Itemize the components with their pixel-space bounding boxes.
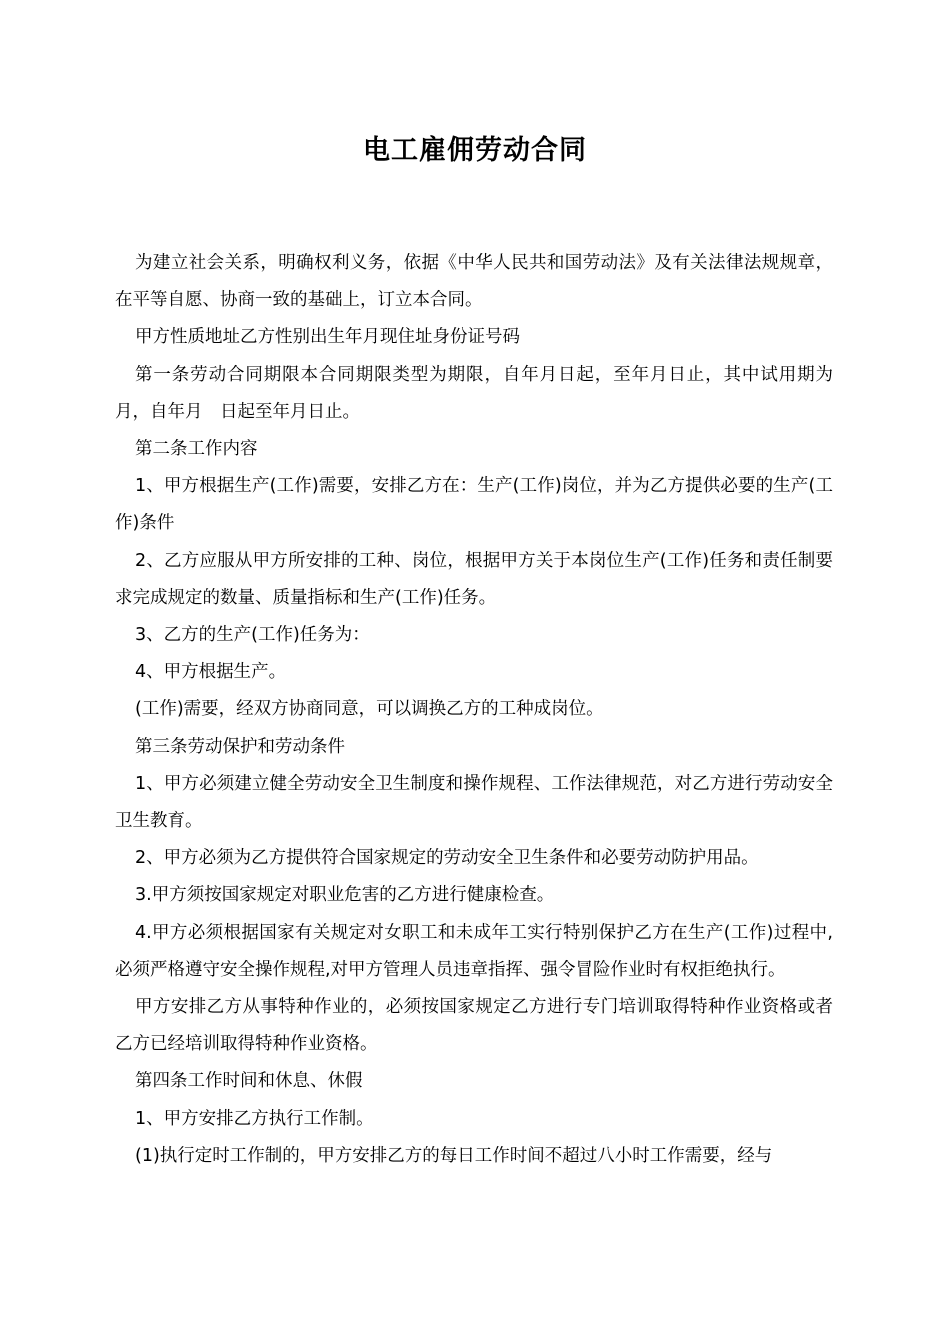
- paragraph-article-2-item-1: 1、甲方根据生产(工作)需要，安排乙方在：生产(工作)岗位，并为乙方提供必要的生产(工作)条件: [115, 476, 833, 534]
- paragraph-article-4-item-1-sub-1: (1)执行定时工作制的，甲方安排乙方的每日工作时间不超过八小时工作需要，经与: [135, 1145, 773, 1166]
- paragraph-article-2-item-4: 4、甲方根据生产。: [135, 662, 287, 683]
- paragraph-party-info: 甲方性质地址乙方性别出生年月现住址身份证号码: [135, 327, 520, 348]
- paragraph-article-3-item-4: 4.甲方必须根据国家有关规定对女职工和未成年工实行特别保护乙方在生产(工作)过程中,必须严格遵守安全操作规程,对甲方管理人员违章指挥、强令冒险作业时有权拒绝执行。: [115, 922, 833, 980]
- paragraph-article-3-heading: 第三条劳动保护和劳动条件: [135, 736, 345, 757]
- paragraph-article-4-heading: 第四条工作时间和休息、休假: [135, 1071, 363, 1092]
- paragraph-article-2-item-3: 3、乙方的生产(工作)任务为：: [135, 625, 370, 646]
- paragraph-article-4-item-1: 1、甲方安排乙方执行工作制。: [135, 1108, 374, 1129]
- paragraph-preamble: 为建立社会关系，明确权利义务，依据《中华人民共和国劳动法》及有关法律法规规章，在平等自愿、协商一致的基础上，订立本合同。: [115, 253, 833, 311]
- paragraph-article-3-item-1: 1、甲方必须建立健全劳动安全卫生制度和操作规程、工作法律规范，对乙方进行劳动安全卫生教育。: [115, 773, 833, 832]
- paragraph-article-1: 第一条劳动合同期限本合同期限类型为期限，自年月日起，至年月日止，其中试用期为月，自年月 日起至年月日止。: [115, 364, 833, 422]
- paragraph-article-3-item-3: 3.甲方须按国家规定对职业危害的乙方进行健康检查。: [135, 885, 555, 906]
- paragraph-article-2-item-4-cont: (工作)需要，经双方协商同意，可以调换乙方的工种成岗位。: [135, 699, 604, 720]
- paragraph-special-operations: 甲方安排乙方从事特种作业的，必须按国家规定乙方进行专门培训取得特种作业资格或者乙方已经培训取得特种作业资格。: [115, 997, 833, 1055]
- paragraph-article-2-heading: 第二条工作内容: [135, 439, 258, 460]
- paragraph-article-2-item-2: 2、乙方应服从甲方所安排的工种、岗位，根据甲方关于本岗位生产(工作)任务和责任制要求完成规定的数量、质量指标和生产(工作)任务。: [115, 550, 833, 608]
- paragraph-article-3-item-2: 2、甲方必须为乙方提供符合国家规定的劳动安全卫生条件和必要劳动防护用品。: [135, 848, 759, 869]
- document-title: 电工雇佣劳动合同: [363, 135, 587, 166]
- document-body: [115, 245, 833, 1175]
